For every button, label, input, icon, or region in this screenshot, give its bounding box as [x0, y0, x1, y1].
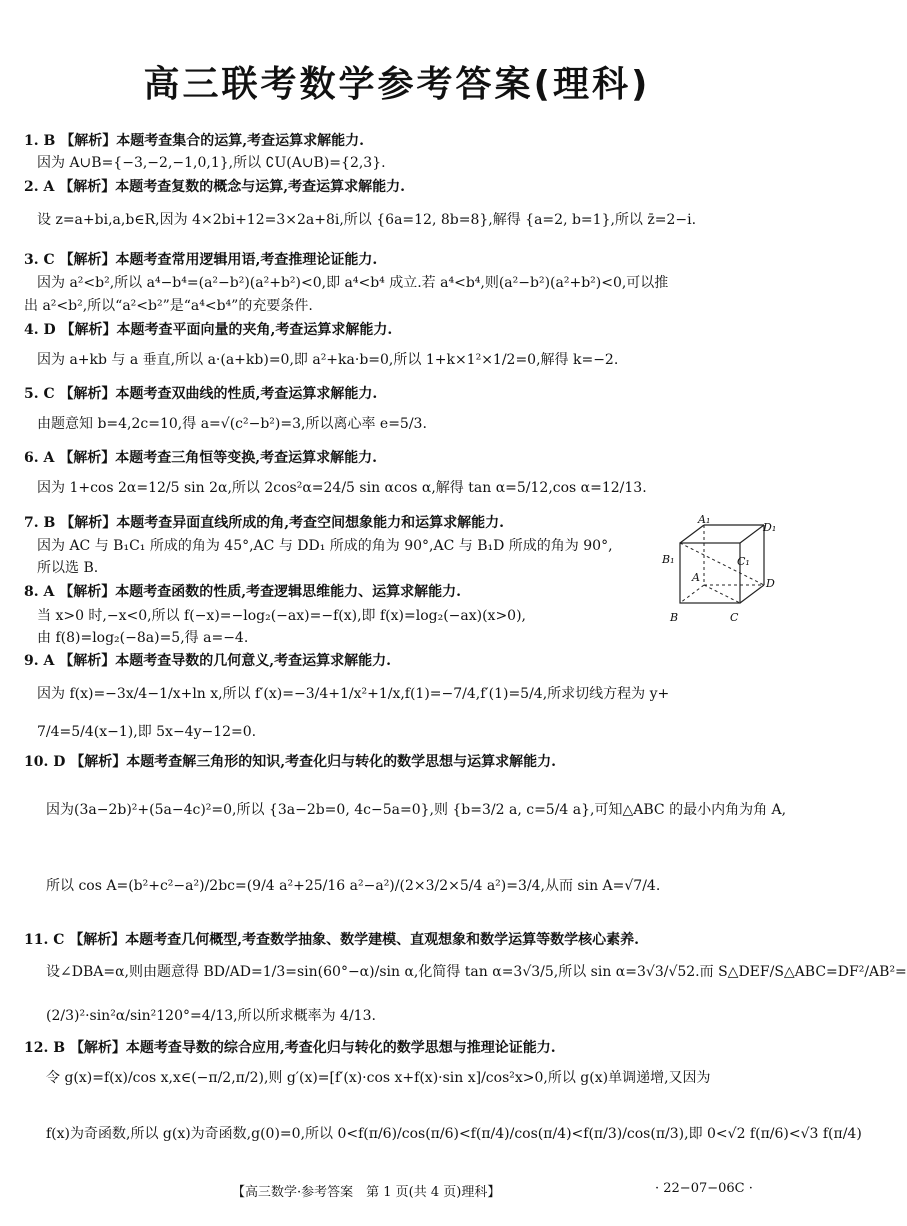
q6-line: 因为 1+cos 2α=12/5 sin 2α,所以 2cos²α=24/5 sin αcos α,解得 tan α=5/12,cos α=12/13.: [37, 480, 647, 496]
q9-heading: 9. A 【解析】本题考查导数的几何意义,考查运算求解能力.: [24, 653, 391, 669]
label-B: B: [670, 611, 679, 624]
q1-line: 因为 A∪B={−3,−2,−1,0,1},所以 ∁U(A∪B)={2,3}.: [37, 155, 386, 171]
q8-heading: 8. A 【解析】本题考查函数的性质,考查逻辑思维能力、运算求解能力.: [24, 584, 461, 600]
q2-line: 设 z=a+bi,a,b∈R,因为 4×2bi+12=3×2a+8i,所以 {6a=12, 8b=8},解得 {a=2, b=1},所以 z̄=2−i.: [37, 212, 697, 228]
q12-line: f(x)为奇函数,所以 g(x)为奇函数,g(0)=0,所以 0<f(π/6)/cos(π/6)<f(π/4)/cos(π/4)<f(π/3)/cos(π/3),即 0<√2 f(π/6)<√3 f(π/4): [46, 1126, 862, 1142]
footer-code: · 22−07−06C ·: [655, 1181, 753, 1196]
q3-line: 因为 a²<b²,所以 a⁴−b⁴=(a²−b²)(a²+b²)<0,即 a⁴<b⁴ 成立.若 a⁴<b⁴,则(a²−b²)(a²+b²)<0,可以推: [37, 275, 669, 291]
label-B1: B₁: [662, 553, 675, 566]
q9-line: 因为 f(x)=−3x/4−1/x+ln x,所以 f′(x)=−3/4+1/x²+1/x,f(1)=−7/4,f′(1)=5/4,所求切线方程为 y+: [37, 686, 670, 702]
page-title: 高三联考数学参考答案(理科): [143, 64, 651, 105]
q11-line: 设∠DBA=α,则由题意得 BD/AD=1/3=sin(60°−α)/sin α,化简得 tan α=3√3/5,所以 sin α=3√3/√52.而 S△DEF/S△ABC=DF²/AB²=: [46, 964, 907, 980]
q10-line: 因为(3a−2b)²+(5a−4c)²=0,所以 {3a−2b=0, 4c−5a=0},则 {b=3/2 a, c=5/4 a},可知△ABC 的最小内角为角 A,: [46, 802, 787, 818]
q5-heading: 5. C 【解析】本题考查双曲线的性质,考查运算求解能力.: [24, 386, 378, 402]
q10-heading: 10. D 【解析】本题考查解三角形的知识,考查化归与转化的数学思想与运算求解能力.: [24, 754, 556, 770]
q3-line: 出 a²<b²,所以“a²<b²”是“a⁴<b⁴”的充要条件.: [24, 298, 313, 314]
q7-line: 所以选 B.: [37, 560, 99, 576]
q10-line: 所以 cos A=(b²+c²−a²)/2bc=(9/4 a²+25/16 a²−a²)/(2×3/2×5/4 a²)=3/4,从而 sin A=√7/4.: [46, 878, 661, 894]
q3-heading: 3. C 【解析】本题考查常用逻辑用语,考查推理论证能力.: [24, 252, 378, 268]
q12-heading: 12. B 【解析】本题考查导数的综合应用,考查化归与转化的数学思想与推理论证能力.: [24, 1040, 556, 1056]
q5-line: 由题意知 b=4,2c=10,得 a=√(c²−b²)=3,所以离心率 e=5/3.: [37, 416, 427, 432]
q7-heading: 7. B 【解析】本题考查异面直线所成的角,考查空间想象能力和运算求解能力.: [24, 515, 504, 531]
q8-line: 由 f(8)=log₂(−8a)=5,得 a=−4.: [37, 630, 249, 646]
cube-figure: [660, 513, 780, 628]
q9-line: 7/4=5/4(x−1),即 5x−4y−12=0.: [37, 724, 257, 740]
label-A1: A₁: [698, 513, 711, 526]
q4-heading: 4. D 【解析】本题考查平面向量的夹角,考查运算求解能力.: [24, 322, 393, 338]
q12-line: 令 g(x)=f(x)/cos x,x∈(−π/2,π/2),则 g′(x)=[f′(x)·cos x+f(x)·sin x]/cos²x>0,所以 g(x)单调递增,又因为: [46, 1070, 711, 1086]
label-A: A: [692, 571, 700, 584]
label-C: C: [730, 611, 739, 624]
footer-page-info: 【高三数学·参考答案 第 1 页(共 4 页)理科】: [232, 1185, 501, 1200]
q1-heading: 1. B 【解析】本题考查集合的运算,考查运算求解能力.: [24, 133, 364, 149]
q4-line: 因为 a+kb 与 a 垂直,所以 a·(a+kb)=0,即 a²+ka·b=0,所以 1+k×1²×1/2=0,解得 k=−2.: [37, 352, 619, 368]
label-C1: C₁: [737, 555, 750, 568]
q7-line: 因为 AC 与 B₁C₁ 所成的角为 45°,AC 与 DD₁ 所成的角为 90°,AC 与 B₁D 所成的角为 90°,: [37, 538, 613, 554]
label-D1: D₁: [763, 521, 777, 534]
q8-line: 当 x>0 时,−x<0,所以 f(−x)=−log₂(−ax)=−f(x),即 f(x)=log₂(−ax)(x>0),: [37, 608, 526, 624]
label-D: D: [766, 577, 775, 590]
q2-heading: 2. A 【解析】本题考查复数的概念与运算,考查运算求解能力.: [24, 179, 405, 195]
q11-heading: 11. C 【解析】本题考查几何概型,考查数学抽象、数学建模、直观想象和数学运算等数学核心素养.: [24, 932, 639, 948]
q6-heading: 6. A 【解析】本题考查三角恒等变换,考查运算求解能力.: [24, 450, 377, 466]
q11-line: (2/3)²·sin²α/sin²120°=4/13,所以所求概率为 4/13.: [46, 1008, 376, 1024]
